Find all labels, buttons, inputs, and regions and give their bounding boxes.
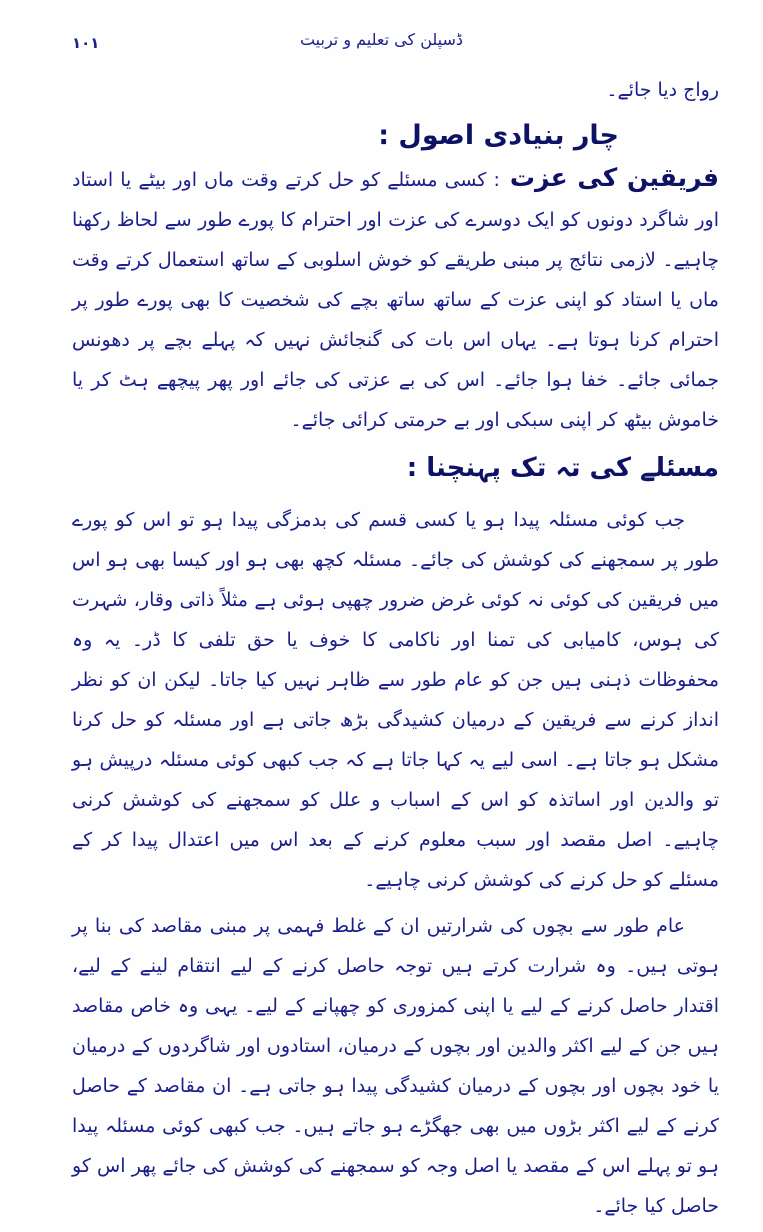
page-header (60, 30, 703, 60)
page-body (72, 70, 719, 1232)
section-2-paragraph-2 (72, 906, 719, 1226)
intro-line: رواج دیا جائے۔ (606, 79, 719, 101)
principle-1-paragraph (72, 158, 719, 440)
paragraph-text: عام طور سے بچوں کی شرارتیں ان کے غلط فہمی پر مبنی مقاصد کی بنا پر ہوتی ہیں۔ وہ شرارت کرتے ہیں توجہ حاصل کرنے کے لیے انتقام لینے کے لیے، اقتدار حاصل کرنے کے لیے یا اپنی کمزوری کو چھپانے کے لیے۔ یہی وہ خاص مقاصد ہیں جن کے لیے اکثر والدین اور بچوں کے درمیان، استادوں اور شاگردوں کے درمیان یا خود بچوں اور بچوں کے درمیان کشیدگی پیدا ہو جاتی ہے۔ ان مقاصد کے حاصل کرنے کے لیے اکثر بڑوں میں بھی جھگڑے ہو جاتے ہیں۔ جب کبھی کوئی مسئلہ پیدا ہو تو پہلے اس کے مقصد یا اصل وجہ کو سمجھنے کی کوشش کی جائے پھر اس کو حاصل کیا جائے۔ (72, 915, 720, 1217)
running-title: ڈسپلن کی تعلیم و تربیت (299, 30, 464, 49)
principle-1-title: فریقین کی عزت (509, 163, 719, 192)
section-2-heading: مسئلے کی تہ تک پہنچنا : (406, 453, 719, 483)
main-heading: چار بنیادی اصول : (378, 120, 619, 151)
principle-1-separator: : (493, 169, 500, 191)
page-number: ۱۰۱ (72, 34, 100, 52)
principle-1-text: کسی مسئلے کو حل کرتے وقت ماں اور بیٹے یا استاد اور شاگرد دونوں کو ایک دوسرے کی عزت اور احترام کا پورے طور سے لحاظ رکھنا چاہیے۔ لازمی نتائج پر مبنی طریقے کو خوش اسلوبی کے ساتھ استعمال کرتے وقت ماں یا استاد کو اپنی عزت کے ساتھ ساتھ بچے کی شخصیت کا بھی پورے طور پر احترام کرنا ہوتا ہے۔ یہاں اس بات کی گنجائش نہیں کہ پہلے بچے پر دھونس جمائی جائے۔ خفا ہوا جائے۔ اس کی بے عزتی کی جائے اور پھر پیچھے ہٹ کر یا خاموش بیٹھ کر اپنی سبکی اور بے حرمتی کرائی جائے۔ (72, 169, 719, 431)
paragraph-text: جب کوئی مسئلہ پیدا ہو یا کسی قسم کی بدمزگی پیدا ہو تو اس کو پورے طور پر سمجھنے کی کوشش کی جائے۔ مسئلہ کچھ بھی ہو اور کیسا بھی ہو اس میں فریقین کی کوئی نہ کوئی غرض ضرور چھپی ہوئی ہے مثلاً ذاتی وقار، شہرت کی ہوس، کامیابی کی تمنا اور ناکامی کا خوف یا حق تلفی کا ڈر۔ یہ وہ محفوظات ذہنی ہیں جن کو عام طور سے ظاہر نہیں کیا جاتا۔ لیکن ان کو نظر انداز کرنے سے فریقین کے درمیان کشیدگی بڑھ جاتی ہے اور مسئلہ کو حل کرنا مشکل ہو جاتا ہے۔ اسی لیے یہ کہا جاتا ہے کہ جب کبھی کوئی مسئلہ درپیش ہو تو والدین اور اساتذہ کو اس کے اسباب و علل کو سمجھنے کی کوشش کرنی چاہیے۔ اصل مقصد اور سبب معلوم کرنے کے بعد اس میں اعتدال پیدا کر کے مسئلے کو حل کرنے کی کوشش کرنی چاہیے۔ (72, 509, 719, 891)
section-2-paragraph-1 (72, 500, 719, 900)
